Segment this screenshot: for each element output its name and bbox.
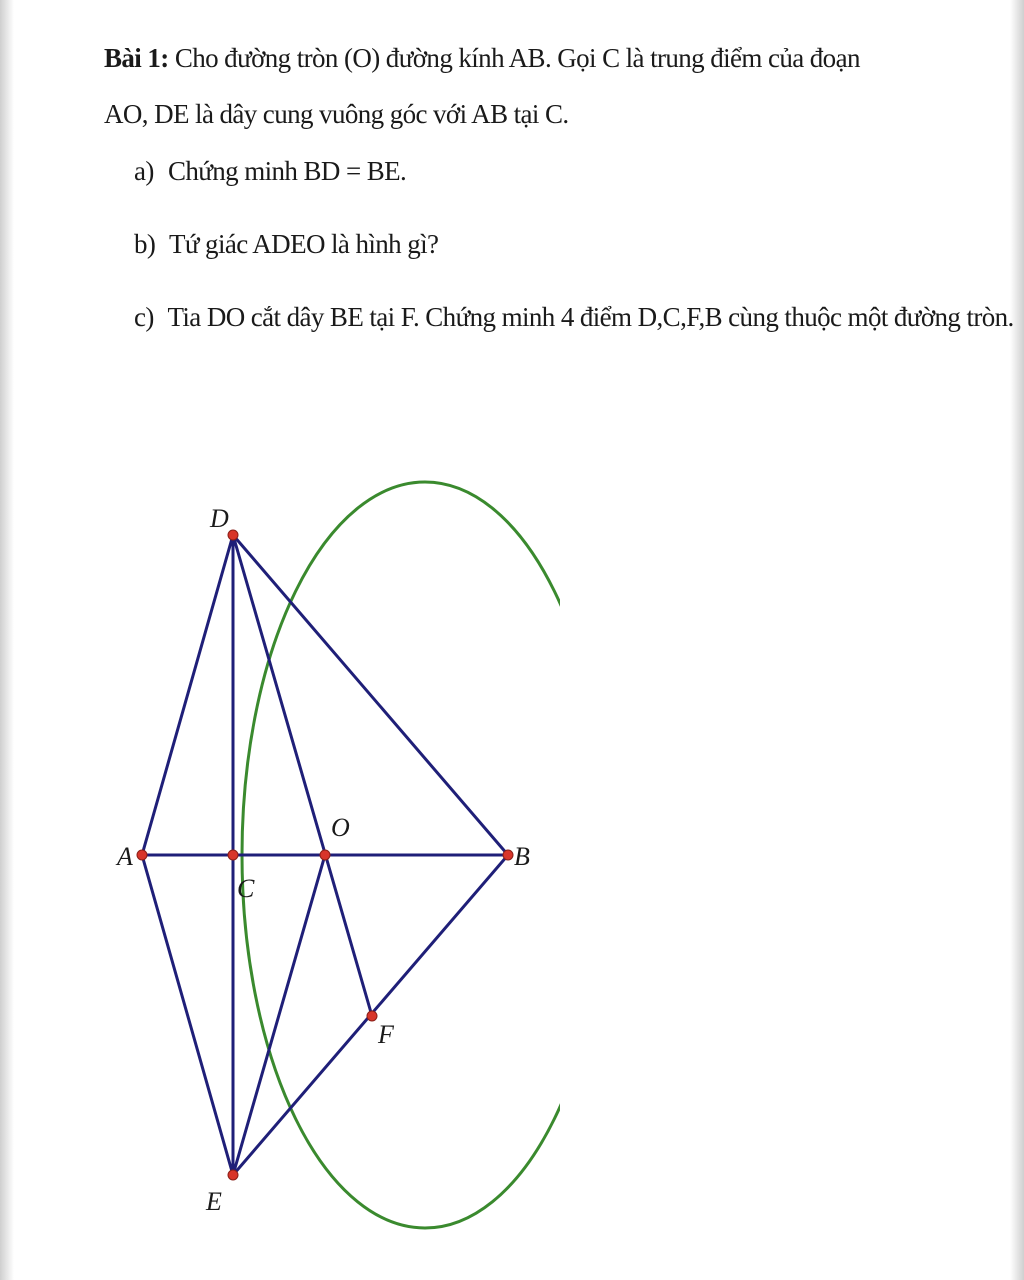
label-f: F <box>378 1020 394 1049</box>
point-b <box>503 850 513 860</box>
part-c-text: Tia DO cắt dây BE tại F. Chứng minh 4 điểm D,C,F,B cùng thuộc một đường tròn. <box>167 302 1014 332</box>
part-b-marker: b) <box>134 229 156 259</box>
point-f <box>367 1011 377 1021</box>
label-e: E <box>206 1187 222 1216</box>
segment-ae <box>142 855 233 1175</box>
point-d <box>228 530 238 540</box>
point-c <box>228 850 238 860</box>
geometry-figure <box>100 460 560 1260</box>
part-b-text: Tứ giác ADEO là hình gì? <box>168 229 439 259</box>
label-d: D <box>210 504 229 533</box>
label-o: O <box>331 813 350 842</box>
scan-edge-left <box>0 0 14 1280</box>
label-c: C <box>237 874 255 903</box>
segment-ad <box>142 535 233 855</box>
part-a-marker: a) <box>134 156 154 186</box>
point-a <box>137 850 147 860</box>
point-o <box>320 850 330 860</box>
problem-statement <box>104 30 904 142</box>
problem-parts <box>134 152 1014 336</box>
point-e <box>228 1170 238 1180</box>
geometry-diagram <box>100 460 560 1260</box>
segment-db <box>233 535 508 855</box>
part-b <box>134 225 904 263</box>
problem-text: Cho đường tròn (O) đường kính AB. Gọi C là trung điểm của đoạn AO, DE là dây cung vuông góc với AB tại C. <box>104 43 860 129</box>
segment-df <box>233 535 372 1016</box>
part-c-marker: c) <box>134 302 154 332</box>
part-a <box>134 152 904 190</box>
problem-title: Bài 1: <box>104 43 169 73</box>
label-b: B <box>514 842 530 871</box>
label-a: A <box>117 842 133 871</box>
problem-block <box>104 30 1014 371</box>
scan-edge-right <box>1010 0 1024 1280</box>
part-a-text: Chứng minh BD = BE. <box>167 156 407 186</box>
part-c <box>134 298 1014 336</box>
segment-eo <box>233 855 325 1175</box>
